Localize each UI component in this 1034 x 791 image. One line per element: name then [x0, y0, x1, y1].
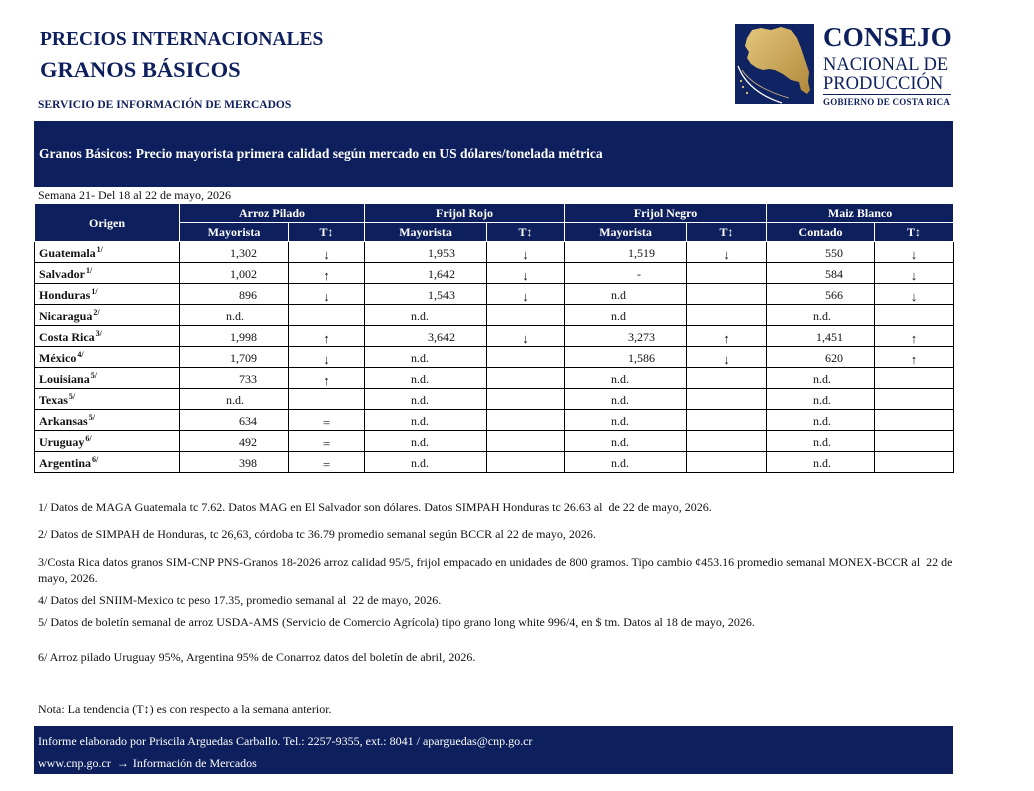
- origin-cell: [35, 368, 180, 389]
- trend-indicator: [875, 431, 954, 452]
- price-cell-frijol-rojo: 1,543: [365, 284, 487, 305]
- trend-note: Nota: La tendencia (T↕) es con respecto a la semana anterior.: [38, 702, 332, 716]
- website-link[interactable]: www.cnp.go.cr: [38, 756, 111, 770]
- footnote-ref: 1/: [86, 266, 93, 275]
- group-header-row: [35, 204, 954, 223]
- trend-indicator: [687, 263, 767, 284]
- table-row: [35, 347, 954, 368]
- origin-name: Salvador: [39, 267, 86, 281]
- trend-indicator: ↓: [875, 263, 954, 284]
- origin-cell: [35, 326, 180, 347]
- trend-indicator: ↓: [289, 347, 365, 368]
- trend-indicator: [487, 368, 565, 389]
- price-cell-frijol-negro: 1,519: [565, 242, 687, 263]
- trend-indicator: ↑: [289, 368, 365, 389]
- price-cell-frijol-negro: n.d: [565, 284, 687, 305]
- price-cell-arroz-pilado: 1,302: [180, 242, 289, 263]
- trend-subheader: T↕: [289, 223, 365, 242]
- origin-cell: [35, 389, 180, 410]
- footnote-ref: 2/: [93, 308, 100, 317]
- footnote: 6/ Arroz pilado Uruguay 95%, Argentina 95% de Conarroz datos del boletín de abril, 2026.: [38, 650, 476, 664]
- origin-name: Texas: [39, 393, 68, 407]
- origin-header: Origen: [35, 204, 180, 242]
- week-label: Semana 21- Del 18 al 22 de mayo, 2026: [38, 188, 231, 202]
- logo-gobierno-text: GOBIERNO DE COSTA RICA: [823, 97, 951, 107]
- origin-cell: [35, 242, 180, 263]
- price-cell-maiz-blanco: 566: [767, 284, 875, 305]
- trend-indicator: [487, 305, 565, 326]
- origin-cell: [35, 347, 180, 368]
- report-title-secondary: GRANOS BÁSICOS: [40, 57, 241, 82]
- origin-name: Guatemala: [39, 246, 96, 260]
- trend-indicator: [875, 452, 954, 473]
- price-cell-frijol-rojo: n.d.: [365, 452, 487, 473]
- footnote-ref: 5/: [88, 413, 95, 422]
- trend-indicator: [687, 389, 767, 410]
- trend-indicator: [687, 452, 767, 473]
- table-row: [35, 410, 954, 431]
- price-cell-maiz-blanco: n.d.: [767, 389, 875, 410]
- trend-indicator: [687, 284, 767, 305]
- footnote-ref: 6/: [85, 434, 92, 443]
- price-cell-frijol-rojo: 1,953: [365, 242, 487, 263]
- price-cell-frijol-negro: n.d.: [565, 410, 687, 431]
- trend-indicator: ↑: [687, 326, 767, 347]
- price-cell-arroz-pilado: n.d.: [180, 389, 289, 410]
- trend-indicator: [875, 368, 954, 389]
- price-cell-frijol-negro: n.d: [565, 305, 687, 326]
- trend-indicator: [875, 389, 954, 410]
- trend-indicator: [875, 305, 954, 326]
- origin-name: Nicaragua: [39, 309, 93, 323]
- price-cell-frijol-negro: 1,586: [565, 347, 687, 368]
- origin-name: México: [39, 351, 77, 365]
- origin-cell: [35, 410, 180, 431]
- origin-cell: [35, 431, 180, 452]
- table-row: [35, 242, 954, 263]
- price-cell-frijol-negro: n.d.: [565, 452, 687, 473]
- price-cell-frijol-rojo: n.d.: [365, 347, 487, 368]
- footnote: 5/ Datos de boletín semanal de arroz USDA-AMS (Servicio de Comercio Agrícola) tipo grano long white 996/4, en $ tm. Datos al 18 de mayo, 2026.: [38, 615, 755, 629]
- trend-indicator: [687, 410, 767, 431]
- group-header-frijol-rojo: Frijol Rojo: [365, 204, 565, 223]
- trend-indicator: ↑: [875, 347, 954, 368]
- market-info-link[interactable]: Información de Mercados: [132, 756, 257, 770]
- price-cell-arroz-pilado: 896: [180, 284, 289, 305]
- price-cell-arroz-pilado: 492: [180, 431, 289, 452]
- trend-indicator: [487, 452, 565, 473]
- footnote: 2/ Datos de SIMPAH de Honduras, tc 26,63, córdoba tc 36.79 promedio semanal según BCCR al 22 de mayo, 2026.: [38, 527, 596, 541]
- price-cell-frijol-rojo: 3,642: [365, 326, 487, 347]
- price-cell-arroz-pilado: 733: [180, 368, 289, 389]
- origin-name: Honduras: [39, 288, 91, 302]
- trend-indicator: [289, 389, 365, 410]
- origin-name: Uruguay: [39, 435, 85, 449]
- price-cell-frijol-rojo: 1,642: [365, 263, 487, 284]
- logo-nacional-text: NACIONAL DE: [823, 55, 949, 75]
- trend-indicator: ↓: [487, 326, 565, 347]
- trend-indicator: ↓: [487, 284, 565, 305]
- table-banner: [34, 121, 953, 187]
- report-footer: [34, 726, 953, 774]
- trend-indicator: [487, 347, 565, 368]
- price-cell-maiz-blanco: n.d.: [767, 368, 875, 389]
- trend-indicator: =: [289, 452, 365, 473]
- price-cell-maiz-blanco: n.d.: [767, 431, 875, 452]
- group-header-maiz-blanco: Maiz Blanco: [767, 204, 954, 223]
- table-title: Granos Básicos: Precio mayorista primera calidad según mercado en US dólares/tonelada métrica: [39, 146, 603, 161]
- trend-indicator: [487, 431, 565, 452]
- trend-indicator: ↓: [487, 263, 565, 284]
- right-arrow-icon: →: [116, 756, 129, 770]
- origin-name: Louisiana: [39, 372, 90, 386]
- footnote-ref: 1/: [91, 287, 98, 296]
- costa-rica-map-icon: [735, 24, 814, 104]
- author-contact: Informe elaborado por Priscila Arguedas Carballo. Tel.: 2257-9355, ext.: 8041 /: [38, 734, 423, 748]
- price-cell-frijol-rojo: n.d.: [365, 410, 487, 431]
- email-link[interactable]: aparguedas@cnp.go.cr: [422, 734, 533, 748]
- price-table: [34, 203, 954, 473]
- trend-indicator: ↑: [289, 326, 365, 347]
- trend-indicator: [687, 305, 767, 326]
- table-header: [35, 204, 954, 242]
- trend-indicator: =: [289, 410, 365, 431]
- price-cell-maiz-blanco: n.d.: [767, 305, 875, 326]
- price-cell-frijol-negro: n.d.: [565, 368, 687, 389]
- table-row: [35, 389, 954, 410]
- table-row: [35, 431, 954, 452]
- footnote: 1/ Datos de MAGA Guatemala tc 7.62. Datos MAG en El Salvador son dólares. Datos SIMPAH Honduras tc 26.63 al de 22 de mayo, 2026.: [38, 500, 712, 514]
- group-header-frijol-negro: Frijol Negro: [565, 204, 767, 223]
- price-cell-frijol-rojo: n.d.: [365, 389, 487, 410]
- table-row: [35, 263, 954, 284]
- trend-indicator: [487, 410, 565, 431]
- price-cell-frijol-rojo: n.d.: [365, 431, 487, 452]
- table-body: [35, 242, 954, 473]
- trend-indicator: ↑: [289, 263, 365, 284]
- price-cell-maiz-blanco: n.d.: [767, 410, 875, 431]
- trend-indicator: ↓: [487, 242, 565, 263]
- trend-indicator: =: [289, 431, 365, 452]
- origin-name: Arkansas: [39, 414, 88, 428]
- price-subheader: Contado: [767, 223, 875, 242]
- price-cell-maiz-blanco: n.d.: [767, 452, 875, 473]
- price-cell-frijol-rojo: n.d.: [365, 368, 487, 389]
- origin-name: Argentina: [39, 456, 91, 470]
- price-cell-arroz-pilado: 398: [180, 452, 289, 473]
- price-cell-frijol-negro: n.d.: [565, 431, 687, 452]
- trend-indicator: [487, 389, 565, 410]
- trend-subheader: T↕: [687, 223, 767, 242]
- trend-indicator: [875, 410, 954, 431]
- price-cell-maiz-blanco: 1,451: [767, 326, 875, 347]
- trend-subheader: T↕: [875, 223, 954, 242]
- trend-indicator: ↓: [687, 242, 767, 263]
- service-name: SERVICIO DE INFORMACIÓN DE MERCADOS: [38, 99, 292, 111]
- trend-indicator: ↓: [289, 284, 365, 305]
- price-cell-frijol-rojo: n.d.: [365, 305, 487, 326]
- trend-indicator: [289, 305, 365, 326]
- price-cell-arroz-pilado: 1,998: [180, 326, 289, 347]
- group-header-arroz-pilado: Arroz Pilado: [180, 204, 365, 223]
- price-cell-maiz-blanco: 620: [767, 347, 875, 368]
- table-row: [35, 284, 954, 305]
- trend-indicator: ↓: [289, 242, 365, 263]
- trend-indicator: ↑: [875, 326, 954, 347]
- trend-subheader: T↕: [487, 223, 565, 242]
- price-subheader: Mayorista: [365, 223, 487, 242]
- price-cell-maiz-blanco: 550: [767, 242, 875, 263]
- footnote-ref: 3/: [95, 329, 102, 338]
- footnote-ref: 5/: [68, 392, 76, 401]
- table-row: [35, 326, 954, 347]
- price-cell-arroz-pilado: 1,002: [180, 263, 289, 284]
- author-contact-line: [38, 733, 532, 749]
- price-cell-frijol-negro: 3,273: [565, 326, 687, 347]
- trend-indicator: ↓: [687, 347, 767, 368]
- logo-consejo-text: CONSEJO: [823, 22, 952, 52]
- footnote-ref: 6/: [92, 455, 99, 464]
- price-cell-maiz-blanco: 584: [767, 263, 875, 284]
- website-line: [38, 755, 257, 771]
- price-cell-arroz-pilado: 634: [180, 410, 289, 431]
- footnote-ref: 5/: [90, 371, 97, 380]
- footnote-ref: 1/: [96, 245, 103, 254]
- table-row: [35, 452, 954, 473]
- trend-indicator: ↓: [875, 242, 954, 263]
- price-cell-frijol-negro: n.d.: [565, 389, 687, 410]
- origin-cell: [35, 305, 180, 326]
- table-row: [35, 368, 954, 389]
- logo-produccion-text: PRODUCCIÓN: [823, 74, 944, 94]
- price-cell-frijol-negro: -: [565, 263, 687, 284]
- origin-cell: [35, 452, 180, 473]
- logo-divider: [823, 94, 951, 95]
- price-subheader: Mayorista: [565, 223, 687, 242]
- footnote: 3/Costa Rica datos granos SIM-CNP PNS-Granos 18-2026 arroz calidad 95/5, frijol empacado en unidades de 800 gramos. Tipo cambio ¢453.16 promedio semanal MONEX-BCCR al 22 de mayo, 2026.: [38, 555, 956, 585]
- report-title: PRECIOS INTERNACIONALES: [40, 29, 324, 50]
- trend-indicator: ↓: [875, 284, 954, 305]
- origin-cell: [35, 263, 180, 284]
- price-subheader: Mayorista: [180, 223, 289, 242]
- cnp-logo-emblem: [735, 24, 814, 104]
- price-cell-arroz-pilado: n.d.: [180, 305, 289, 326]
- trend-indicator: [687, 368, 767, 389]
- footnote-ref: 4/: [77, 350, 84, 359]
- footnote: 4/ Datos del SNIIM-Mexico tc peso 17.35, promedio semanal al 22 de mayo, 2026.: [38, 593, 442, 607]
- origin-cell: [35, 284, 180, 305]
- trend-indicator: [687, 431, 767, 452]
- origin-name: Costa Rica: [39, 330, 95, 344]
- price-cell-arroz-pilado: 1,709: [180, 347, 289, 368]
- table-row: [35, 305, 954, 326]
